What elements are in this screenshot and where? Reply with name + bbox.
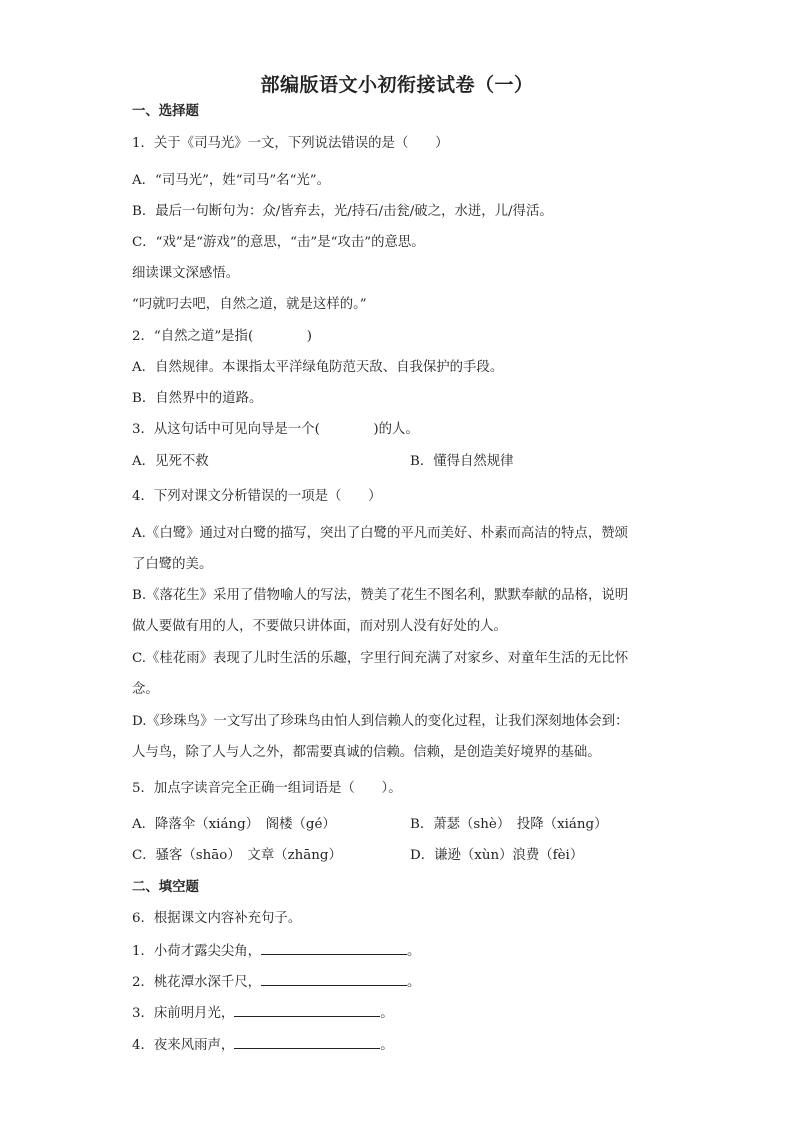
question-4-line: D.《珍珠鸟》一文写出了珍珠鸟由怕人到信赖人的变化过程，让我们深刻地体会到：	[132, 714, 629, 729]
question-5-stem: 5．加点字读音完全正确一组词语是（ ）。	[132, 781, 402, 796]
question-5-option-d: D．谦逊（xùn）浪费（fèi）	[410, 848, 584, 863]
section-heading-choice: 一、选择题	[132, 104, 199, 119]
question-3-option-a: A．见死不救	[132, 454, 209, 469]
question-5-option-a: A．降落伞（xiáng） 阁楼（gé）	[132, 817, 336, 832]
answer-blank[interactable]	[234, 1035, 380, 1049]
fill-blank-prefix: 2．桃花潭水深千尺，	[132, 975, 262, 990]
question-4-line: C.《桂花雨》表现了儿时生活的乐趣，字里行间充满了对家乡、对童年生活的无比怀	[132, 651, 629, 666]
fill-blank-item	[132, 941, 420, 961]
reading-quote: “叼就叼去吧，自然之道，就是这样的。”	[132, 297, 367, 312]
question-4-line: 人与鸟，除了人与人之外，都需要真诚的信赖。信赖，是创造美好境界的基础。	[132, 745, 601, 760]
question-1-option-b: B．最后一句断句为：众/皆弃去，光/持石/击瓮/破之，水迸，儿/得活。	[132, 204, 553, 219]
question-1-option-c: C．“戏”是“游戏”的意思，“击”是“攻击”的意思。	[132, 235, 425, 250]
question-4-line: 做人要做有用的人，不要做只讲体面，而对别人没有好处的人。	[132, 619, 507, 634]
question-2-option-a: A．自然规律。本课指太平洋绿龟防范天敌、自我保护的手段。	[132, 360, 504, 375]
question-5-option-b: B．萧瑟（shè） 投降（xiáng）	[410, 817, 608, 832]
question-2-stem: 2．“自然之道”是指( )	[132, 329, 312, 344]
fill-blank-prefix: 4．夜来风雨声，	[132, 1038, 235, 1053]
fill-blank-prefix: 3．床前明月光，	[132, 1006, 235, 1021]
page-title: 部编版语文小初衔接试卷（一）	[260, 74, 534, 96]
fill-blank-suffix: 。	[407, 944, 421, 959]
answer-blank[interactable]	[261, 972, 407, 986]
fill-blank-suffix: 。	[407, 975, 421, 990]
question-4-line: 了白鹭的美。	[132, 557, 213, 572]
fill-blank-suffix: 。	[380, 1006, 394, 1021]
reading-intro: 细读课文深感悟。	[132, 266, 240, 281]
question-5-option-c: C．骚客（shāo） 文章（zhāng）	[132, 848, 342, 863]
answer-blank[interactable]	[261, 941, 407, 955]
fill-blank-item	[132, 972, 420, 992]
question-1-stem: 1．关于《司马光》一文，下列说法错误的是（ ）	[132, 136, 449, 151]
question-4-line: 念。	[132, 682, 159, 697]
question-1-option-a: A．“司马光”，姓“司马”名“光”。	[132, 173, 331, 188]
question-4-line: B.《落花生》采用了借物喻人的写法，赞美了花生不图名利，默默奉献的品格，说明	[132, 588, 629, 603]
fill-blank-item	[132, 1035, 394, 1055]
fill-blank-item	[132, 1003, 394, 1023]
question-4-stem: 4．下列对课文分析错误的一项是（ ）	[132, 489, 382, 504]
question-3-stem: 3．从这句话中可见向导是一个( )的人。	[132, 422, 419, 437]
question-4-line: A.《白鹭》通过对白鹭的描写，突出了白鹭的平凡而美好、朴素而高洁的特点，赞颂	[132, 526, 628, 541]
fill-blank-prefix: 1．小荷才露尖尖角，	[132, 944, 262, 959]
question-6-stem: 6．根据课文内容补充句子。	[132, 911, 302, 926]
question-2-option-b: B．自然界中的道路。	[132, 391, 263, 406]
fill-blank-suffix: 。	[380, 1038, 394, 1053]
answer-blank[interactable]	[234, 1003, 380, 1017]
question-3-option-b: B．懂得自然规律	[410, 454, 514, 469]
section-heading-fill: 二、填空题	[132, 880, 199, 895]
